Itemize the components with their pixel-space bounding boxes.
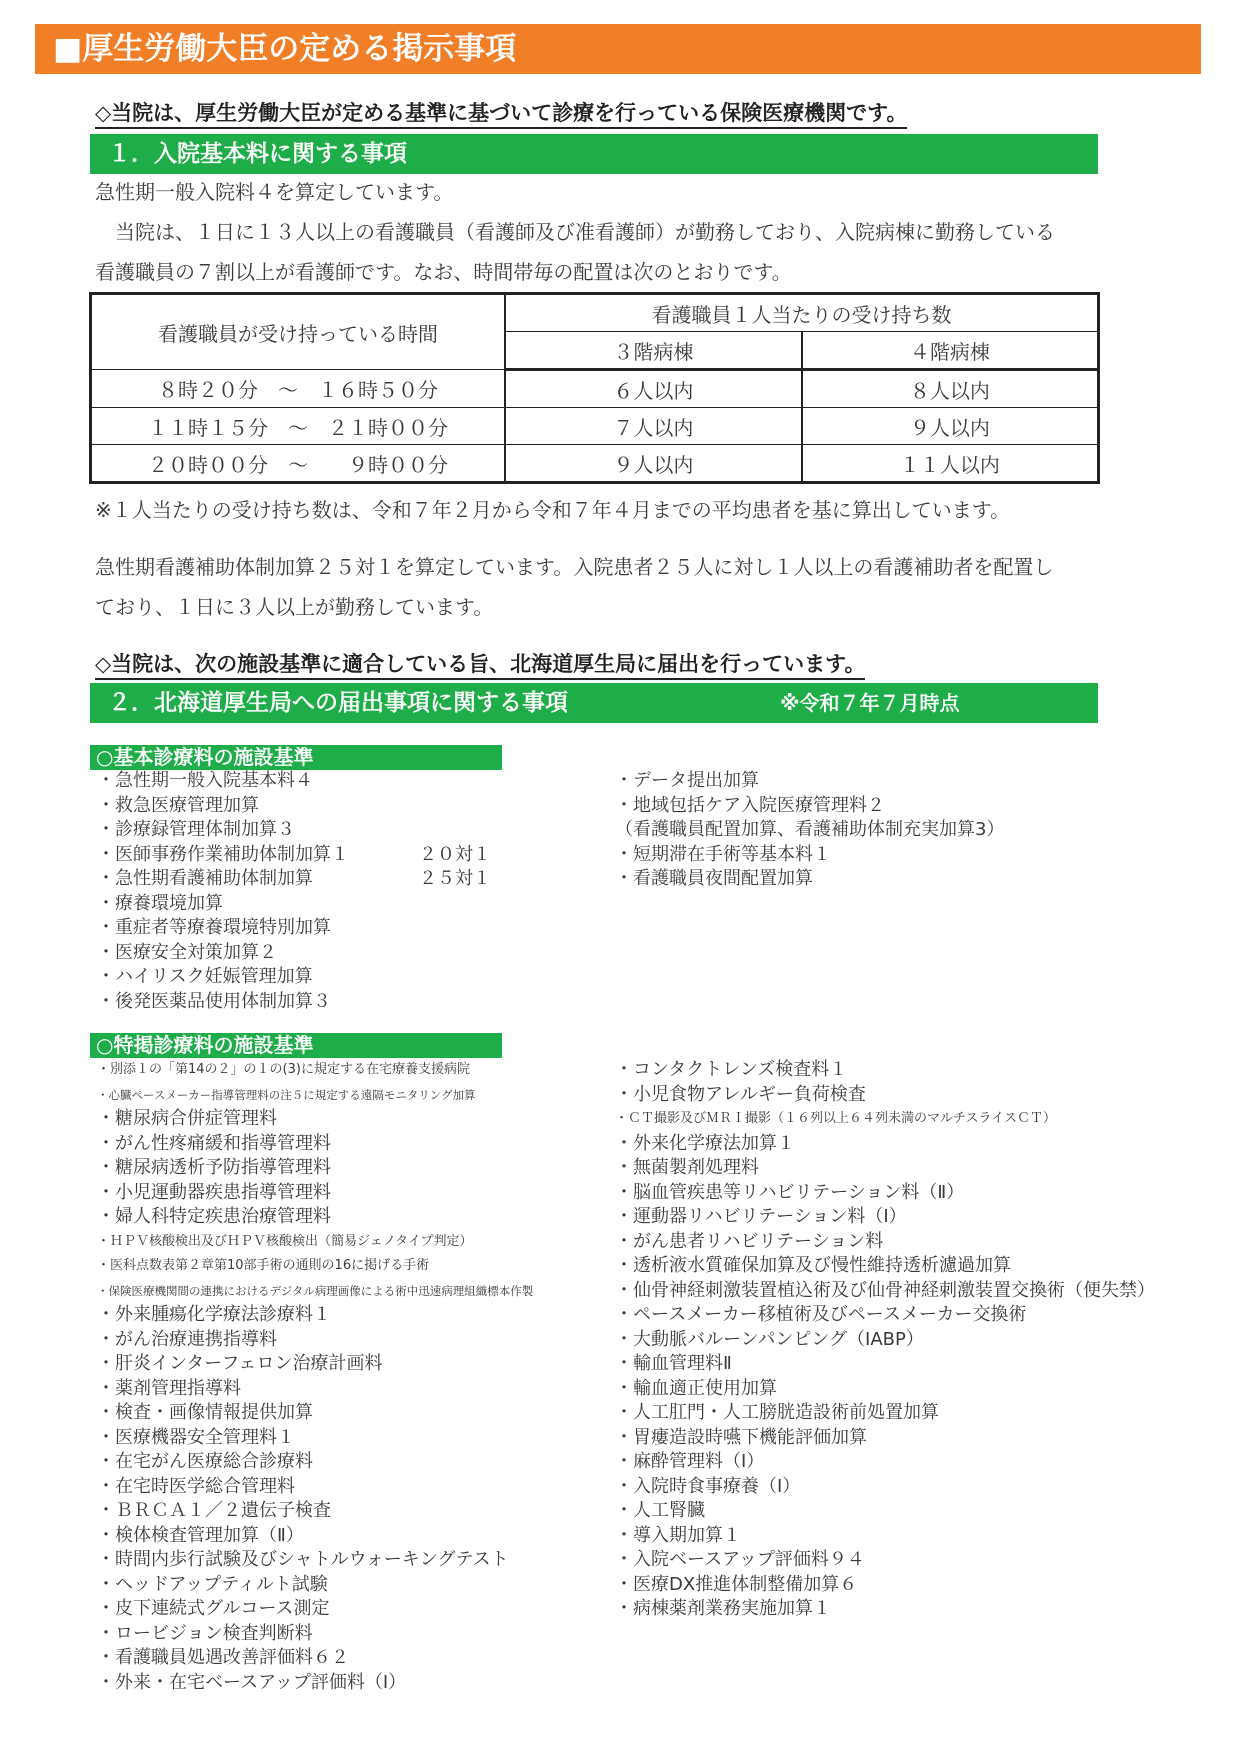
list-item: ・在宅時医学総合管理料 <box>97 1475 295 1497</box>
header-per-nurse: 看護職員１人当たりの受け持ち数 <box>505 294 1099 332</box>
list-item-label: ・急性期看護補助体制加算 <box>97 868 313 889</box>
list-item: ・皮下連続式グルコース測定 <box>97 1598 330 1619</box>
list-item: ・データ提出加算 <box>615 770 759 791</box>
cell-ward-3: ９人以内 <box>505 445 802 483</box>
list-item: ・急性期一般入院基本料４ <box>97 770 313 791</box>
list-item: ・人工腎臓 <box>615 1500 705 1521</box>
basic-standards-right-list <box>615 769 1004 892</box>
list-item: ・無菌製剤処理料 <box>615 1157 759 1178</box>
list-item: ・地域包括ケア入院医療管理料２ <box>615 794 885 816</box>
list-item-ratio: ２５対１ <box>419 868 491 889</box>
list-item: ・ヘッドアップティルト試験 <box>97 1573 328 1595</box>
cell-time: １１時１５分 ～ ２１時００分 <box>91 408 506 445</box>
list-item <box>97 867 491 892</box>
list-item: ・肝炎インターフェロン治療計画料 <box>97 1353 383 1374</box>
as-of-note: ※令和７年７月時点 <box>780 691 960 715</box>
list-item: ・検査・画像情報提供加算 <box>97 1402 313 1423</box>
list-item: ・運動器リハビリテーション料（Ⅰ） <box>615 1206 907 1227</box>
list-item: ・療養環境加算 <box>97 892 223 914</box>
list-item: ・別添１の「第14の２」の１の(3)に規定する在宅療養支援病院 <box>97 1062 470 1077</box>
cell-ward-3: ６人以内 <box>505 370 802 408</box>
list-item: ・がん患者リハビリテーション料 <box>615 1230 884 1252</box>
list-item: ・外来腫瘍化学療法診療料１ <box>97 1304 331 1325</box>
list-item: ・心臓ペースメーカー指導管理料の注５に規定する遠隔モニタリング加算 <box>97 1087 476 1102</box>
cell-ward-4: ９人以内 <box>802 408 1099 445</box>
list-item: ・小児運動器疾患指導管理料 <box>97 1181 331 1203</box>
cell-time: ２０時００分 ～ ９時００分 <box>91 445 506 483</box>
list-item: ・ハイリスク妊娠管理加算 <box>97 966 313 987</box>
list-item: ・短期滞在手術等基本料１ <box>615 843 831 865</box>
list-item: ・コンタクトレンズ検査料１ <box>615 1059 848 1080</box>
list-item: ・胃瘻造設時嚥下機能評価加算 <box>615 1426 867 1448</box>
list-item: ・医療機器安全管理料１ <box>97 1426 295 1448</box>
list-item: ・がん性疼痛緩和指導管理料 <box>97 1132 331 1154</box>
cell-ward-4: ８人以内 <box>802 370 1099 408</box>
list-item: ・保険医療機関間の連携におけるデジタル病理画像による術中迅速病理組織標本作製 <box>97 1283 534 1298</box>
list-item: ・輸血適正使用加算 <box>615 1377 777 1399</box>
list-item: ・医療安全対策加算２ <box>97 941 277 963</box>
list-item: ・がん治療連携指導料 <box>97 1328 277 1350</box>
list-item: ・時間内歩行試験及びシャトルウォーキングテスト <box>97 1549 509 1570</box>
nurse-staffing-table <box>89 292 1100 484</box>
list-item: ・ＣＴ撮影及びＭＲＩ撮影（１６列以上６４列未満のマルチスライスＣＴ） <box>615 1111 1056 1126</box>
section-1-para-2-line-1: 当院は、１日に１３人以上の看護職員（看護師及び准看護師）が勤務しており、入院病棟に勤務している <box>95 220 1055 244</box>
list-item: ・ＨＰＶ核酸検出及びＨＰＶ核酸検出（簡易ジェノタイプ判定） <box>97 1233 473 1249</box>
list-item: ・導入期加算１ <box>615 1524 741 1546</box>
header-ward-4: ４階病棟 <box>802 332 1099 370</box>
notice-hokkaido-bureau: ◇当院は、次の施設基準に適合している旨、北海道厚生局に届出を行っています。 <box>95 651 865 680</box>
header-time: 看護職員が受け持っている時間 <box>91 294 506 370</box>
list-item: ・糖尿病合併症管理料 <box>97 1108 277 1129</box>
cell-time: ８時２０分 ～ １６時５０分 <box>91 370 506 408</box>
section-1-para-1: 急性期一般入院料４を算定しています。 <box>95 180 454 204</box>
list-item: ・ロービジョン検査判断料 <box>97 1622 313 1644</box>
list-item: ・糖尿病透析予防指導管理料 <box>97 1157 331 1178</box>
basic-standards-left-list <box>97 769 491 1014</box>
list-item: ・仙骨神経刺激装置植込術及び仙骨神経刺激装置交換術（便失禁） <box>615 1279 1155 1301</box>
list-item: ・重症者等療養環境特別加算 <box>97 917 331 938</box>
table-row <box>91 408 1099 445</box>
list-item: ・外来化学療法加算１ <box>615 1132 795 1154</box>
list-item: ・ＢＲＣＡ１／２遺伝子検査 <box>97 1500 331 1521</box>
special-standards-heading: ○特掲診療料の施設基準 <box>90 1033 502 1058</box>
section-1-heading <box>90 134 1098 174</box>
section-1-para-3-line-1: 急性期看護補助体制加算２５対１を算定しています。入院患者２５人に対し１人以上の看護補助者を配置し <box>95 555 1054 579</box>
list-item: ・診療録管理体制加算３ <box>97 819 295 840</box>
list-item: ・医科点数表第２章第10部手術の通則の16に掲げる手術 <box>97 1258 430 1273</box>
section-2-heading-text: ２．北海道厚生局への届出事項に関する事項 <box>108 690 568 716</box>
table-note: ※１人当たりの受け持ち数は、令和７年２月から令和７年４月までの平均患者を基に算出しています。 <box>95 498 1011 522</box>
section-1-para-3-line-2: ており、１日に３人以上が勤務しています。 <box>95 595 494 619</box>
page-title: ■厚生労働大臣の定める掲示事項 <box>35 24 1201 74</box>
list-item: ・大動脈バルーンパンピング（IABP） <box>615 1328 924 1350</box>
list-item: ・看護職員夜間配置加算 <box>615 868 813 889</box>
basic-standards-heading: ○基本診療料の施設基準 <box>90 745 502 770</box>
list-item: ・薬剤管理指導料 <box>97 1377 241 1399</box>
list-item: ・輸血管理料Ⅱ <box>615 1353 732 1374</box>
list-item: ・在宅がん医療総合診療料 <box>97 1451 313 1472</box>
table-row <box>91 370 1099 408</box>
special-standards-right-list <box>615 1058 1155 1622</box>
header-ward-3: ３階病棟 <box>505 332 802 370</box>
list-item: ・脳血管疾患等リハビリテーション料（Ⅱ） <box>615 1181 965 1203</box>
list-item-ratio: ２０対１ <box>419 843 491 865</box>
notice-insurance-institution: ◇当院は、厚生労働大臣が定める基準に基づいて診療を行っている保険医療機関です。 <box>95 100 907 129</box>
table-row <box>91 445 1099 483</box>
list-item: （看護職員配置加算、看護補助体制充実加算3） <box>615 819 1005 840</box>
list-item: ・婦人科特定疾患治療管理料 <box>97 1206 331 1227</box>
list-item: ・ペースメーカー移植術及びペースメーカー交換術 <box>615 1304 1027 1325</box>
list-item: ・麻酔管理料（Ⅰ） <box>615 1451 765 1472</box>
list-item: ・小児食物アレルギー負荷検査 <box>615 1083 866 1105</box>
list-item: ・看護職員処遇改善評価料６２ <box>97 1647 349 1668</box>
cell-ward-3: ７人以内 <box>505 408 802 445</box>
list-item: ・病棟薬剤業務実施加算１ <box>615 1598 831 1619</box>
list-item: ・医療DX推進体制整備加算６ <box>615 1573 858 1595</box>
special-standards-left-list <box>97 1058 533 1695</box>
section-1-para-2-line-2: 看護職員の７割以上が看護師です。なお、時間帯毎の配置は次のとおりです。 <box>95 260 792 284</box>
list-item-label: ・医師事務作業補助体制加算１ <box>97 843 349 865</box>
section-1-heading-text: １．入院基本料に関する事項 <box>108 141 407 167</box>
list-item <box>97 843 491 868</box>
list-item: ・検体検査管理加算（Ⅱ） <box>97 1524 304 1546</box>
list-item: ・救急医療管理加算 <box>97 794 259 816</box>
list-item: ・透析液水質確保加算及び慢性維持透析濾過加算 <box>615 1255 1011 1276</box>
list-item: ・人工肛門・人工膀胱造設術前処置加算 <box>615 1402 939 1423</box>
section-2-heading <box>90 683 1098 723</box>
list-item: ・外来・在宅ベースアップ評価料（Ⅰ） <box>97 1671 407 1693</box>
cell-ward-4: １１人以内 <box>802 445 1099 483</box>
list-item: ・入院時食事療養（Ⅰ） <box>615 1475 801 1497</box>
list-item: ・後発医薬品使用体制加算３ <box>97 990 331 1012</box>
list-item: ・入院ベースアップ評価料９４ <box>615 1549 865 1570</box>
